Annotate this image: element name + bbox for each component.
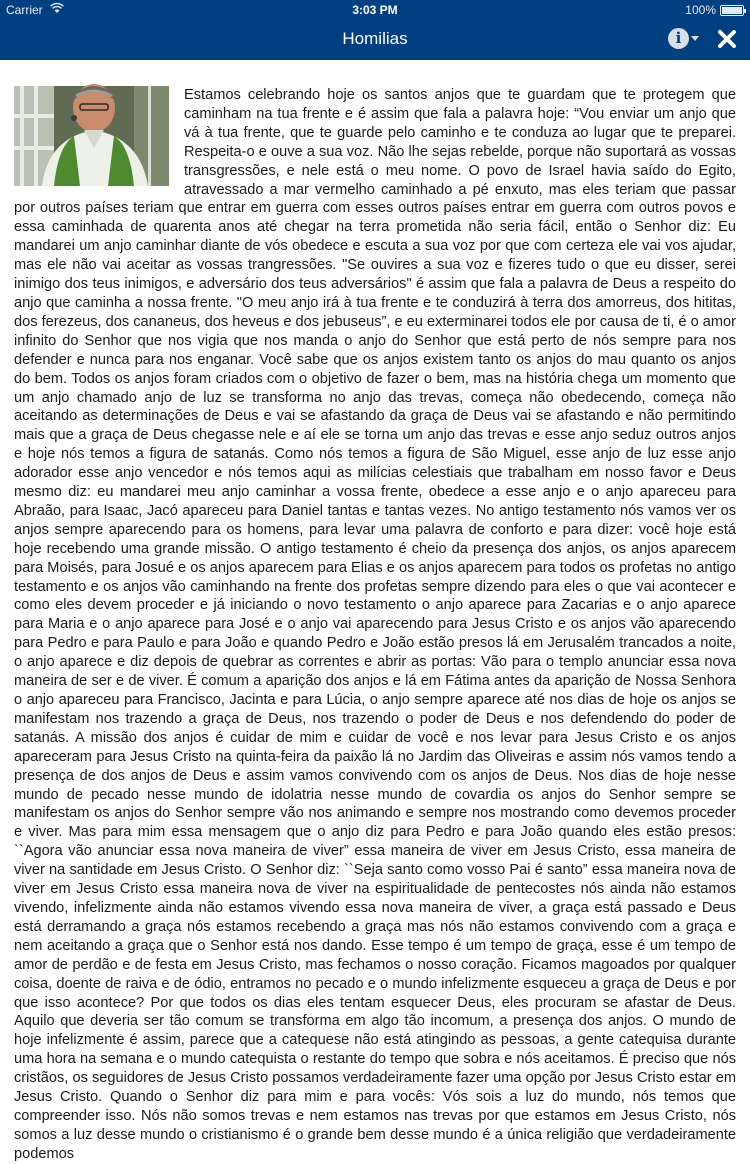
battery-level-fill <box>722 7 742 14</box>
battery-icon <box>720 5 744 16</box>
info-icon: i <box>668 28 689 49</box>
battery-percentage: 100% <box>685 3 716 17</box>
status-bar <box>0 0 750 20</box>
homily-content <box>0 60 750 1162</box>
homily-text: Estamos celebrando hoje os santos anjos que te guardam que te protegem que caminham na tua frente e é assim que fala a palavra hoje: “Vou enviar um anjo que vá à tua frente, que te guarde pelo caminho e te conduza ao lugar que te preparei. Respeita-o e ouve a sua voz. Não lhe sejas rebelde, porque não suportará as vossas transgressões, e nele está o meu nome. O povo de Israel havia saído do Egito, atravessado a mar vermelho caminhado a pé enxuto, mas eles teriam que passar por outros países teriam que entrar em guerra com esses outros países entrar em guerra com outros povos e essa caminhada de quarenta anos até chegar na terra prometida não seria fácil, então o Senhor diz: Eu mandarei um anjo caminhar diante de vós obedece e escuta a sua voz por que com certeza ele vai vos ajudar, mas ele não vai aceitar as vossas trangressões. "Se ouvires a sua voz e fizeres tudo o que eu disser, serei inimigo dos teus inimigos, e adversário dos teus adversários" é assim que fala a palavra de Deus a respeito do anjo que caminha a nossa frente. "O meu anjo irá à tua frente e te conduzirá à terra dos amorreus, dos hititas, dos ferezeus, dos cananeus, dos heveus e dos jebuseus”, e eu exterminarei todos ele por causa de ti, é o amor infinito do Senhor que nos vigia que nos manda o anjo do Senhor que está perto de nós sempre para nos defender e nunca para nos enganar. Você sabe que os anjos existem tanto os anjos do mau quanto os anjos do bem. Todos os anjos foram criados com o objetivo de fazer o bem, mas na história chega um momento que um anjo chamado anjo de luz se transforma no anjo das trevas, começa não obedecendo, começa não aceitando as determinações de Deus e vai se afastando da graça de Deus vai se afastando e não permitindo mais que a graça de Deus chegasse nele e aí ele se torna um anjo das trevas e esse anjo seduz outros anjos e hoje nós temos a figura de satanás. Como nós temos a figura de São Miguel, esse anjo de luz esse anjo adorador esse anjo vencedor e nós temos aqui as milícias celestiais que trabalham em nosso favor e Deus mesmo diz: eu mandarei meu anjo caminhar a vossa frente, obedece a esse anjo e o anjo apareceu para Abraão, para Isaac, Jacó apareceu para Daniel tantas e tantas vezes. No antigo testamento nós vamos ver os anjos sempre aparecendo para os homens, para levar uma palavra de conforto e para dizer: você hoje está hoje recebendo uma grande missão. O antigo testamento é cheio da presença dos anjos, os anjos aparecem para Moisés, para Josué e os anjos aparecem para Elias e os anjos aparecem para todos os profetas no antigo testamento e os anjos vão caminhando na frente dos profetas sempre dizendo para eles o que vai acontecer e como eles devem proceder e já iniciando o novo testamento o anjo aparece para Zacarias e o anjo aparece para Maria e o anjo aparece para José e o anjo vai aparecendo para Jesus Cristo e os anjos vão aparecendo para Pedro e para Paulo e para João e quando Pedro e João estão presos lá em Jerusalém trancados a noite, o anjo aparece e diz depois de quebrar as correntes e abrir as portas: Vão para o templo anunciar essa nova maneira de ser e de viver. É comum a aparição dos anjos e lá em Fátima antes da aparição de Nossa Senhora o anjo apareceu para Francisco, Jacinta e para Lúcia, o anjo sempre aparece até nos dias de hoje os anjos se manifestam nos trazendo a graça de Deus, nos trazendo o poder de Deus e nos defendendo do poder de satanás. A missão dos anjos é cuidar de mim e cuidar de você e nos levar para Jesus Cristo e os anjos apareceram para Jesus Cristo na quinta-feira da paixão lá no Jardim das Oliveiras e assim nós vamos tendo a presença de dos anjos de Deus e assim vamos convivendo com os anjos de Deus. Nos dias de hoje nesse mundo de pecado nesse mundo de idolatria nesse mundo de covardia os anjos do Senhor sempre se manifestam os anjos do Senhor sempre vão nos animando e sempre nos mostrando como devemos proceder e viver. Mas para mim essa mensagem que o anjo diz para Pedro e para João quando eles estão presos: ``Agora vão anunciar essa nova maneira de viver” essa maneira de viver em Jesus Cristo, essa maneira de viver na santidade em Jesus Cristo. O Senhor diz: ``Seja santo como vosso Pai é santo” essa maneira nova de viver em Jesus Cristo essa maneira nova de viver na espiritualidade de pentecostes nós ainda não estamos vivendo, infelizmente ainda não estamos vivendo essa nova maneira de viver, a graça está passado e Deus está derramando a graça nós estamos recebendo a graça mas nós não estamos convivendo com a graça e nem aceitando a graça que o Senhor está nos dando. Esse tempo é um tempo de graça, esse é um tempo de amor de perdão e de festa em Jesus Cristo, mas fechamos o nosso coração. Ficamos magoados por qualquer coisa, doente de raiva e de ódio, entramos no pecado e o mundo infelizmente esqueceu a graça de Deus e por que isso acontece? Por que todos os dias eles tentam esquecer Deus, eles procuram se afastar de Deus. Aquilo que deveria ser tão comum se transforma em algo tão incomum, a presença dos anjos. O mundo de hoje infelizmente é assim, parece que a catequese não está atingindo as pessoas, a gente catequisa durante uma hora na semana e o mundo catequista o restante do tempo que sobra e nós aceitamos. É preciso que nós cristãos, os seguidores de Jesus Cristo possamos verdadeiramente fazer uma opção por Jesus Cristo estar em Jesus Cristo. Quando o Senhor diz para mim e para vocês: Vós sois a luz do mundo, nós temos que compreender isso. Nós não somos trevas e nem estamos nas trevas por que estamos em Jesus Cristo, nós somos a luz desse mundo o cristianismo é o grande bem desse mundo é a única religião que verdadeiramente podemos <box>14 87 737 1162</box>
priest-photo <box>14 86 169 186</box>
page-title: Homilias <box>342 29 408 48</box>
carrier-label: Carrier <box>6 3 43 17</box>
close-icon <box>716 28 738 50</box>
info-button[interactable] <box>668 27 700 51</box>
caret-down-icon <box>691 36 699 41</box>
navigation-bar <box>0 20 750 60</box>
close-button[interactable] <box>716 28 738 50</box>
status-time: 3:03 PM <box>352 3 398 17</box>
